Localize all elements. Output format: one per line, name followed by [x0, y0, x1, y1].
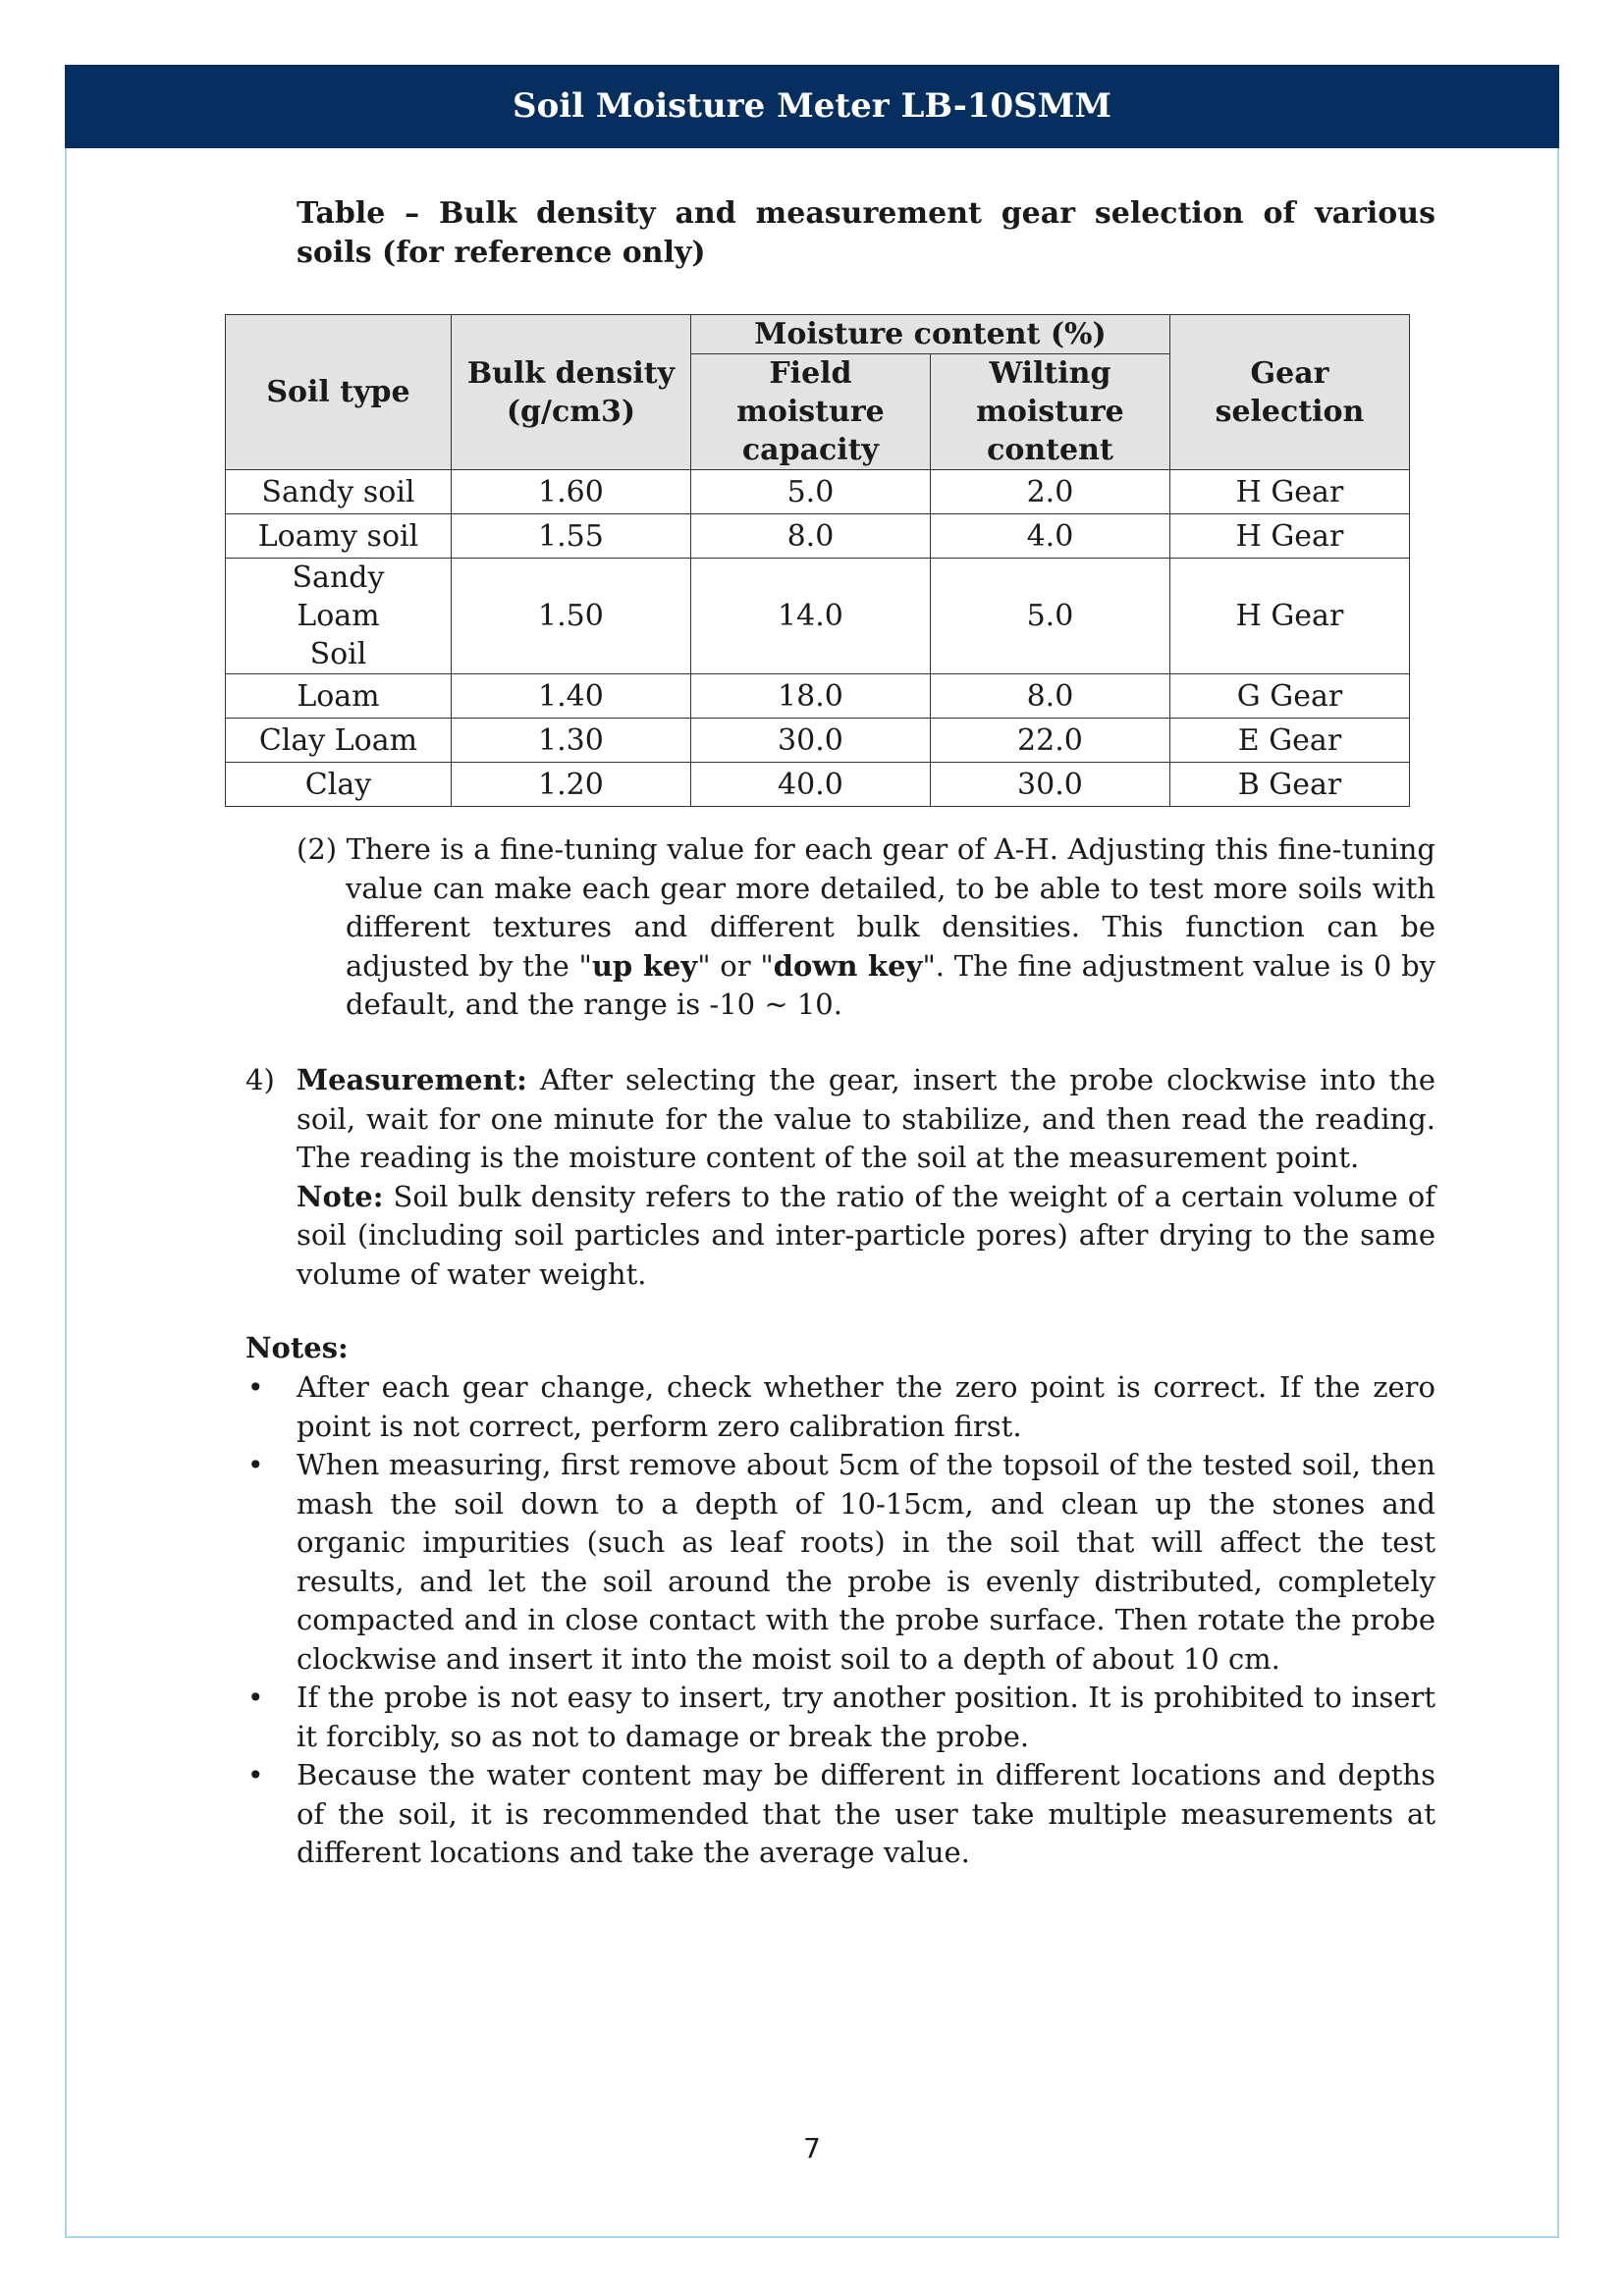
note-item-text: Because the water content may be different in different locations and depths of the soil, it is recommended that the user take multiple measurements at different locations and take the average value.: [297, 1758, 1435, 1869]
header-soil-type: Soil type: [226, 315, 452, 470]
note-label: Note:: [297, 1179, 384, 1213]
document-title: Soil Moisture Meter LB-10SMM: [513, 86, 1111, 126]
measurement-body: [297, 1061, 1435, 1294]
cell-gear: B Gear: [1169, 763, 1409, 807]
cell-wilting: 5.0: [930, 559, 1169, 674]
cell-wilting: 8.0: [930, 674, 1169, 719]
cell-soil: [226, 559, 452, 674]
cell-soil: Sandy soil: [226, 470, 452, 514]
bullet-icon: •: [247, 1759, 264, 1791]
cell-field: 40.0: [690, 763, 930, 807]
fine-tuning-text-b: " or ": [697, 948, 774, 983]
cell-wilting: 2.0: [930, 470, 1169, 514]
note-item-text: After each gear change, check whether the zero point is correct. If the zero point is not correct, perform zero calibration first.: [297, 1370, 1435, 1443]
measurement-title: Measurement:: [297, 1063, 527, 1096]
fine-tuning-paragraph: [297, 830, 1435, 1025]
cell-soil: Loam: [226, 674, 452, 719]
measurement-section: [245, 1061, 1435, 1294]
cell-density: 1.60: [451, 470, 690, 514]
header-field-capacity: Field moisture capacity: [690, 354, 930, 470]
table-row: [226, 559, 1410, 674]
table-row: [226, 470, 1410, 514]
header-moisture-content: Moisture content (%): [690, 315, 1169, 354]
header-wilting-content: Wilting moisture content: [930, 354, 1169, 470]
bullet-icon: •: [247, 1449, 264, 1481]
cell-wilting: 30.0: [930, 763, 1169, 807]
list-item: [245, 1679, 1435, 1756]
header-bulk-density: Bulk density (g/cm3): [451, 315, 690, 470]
table-row: [226, 763, 1410, 807]
note-item-text: If the probe is not easy to insert, try another position. It is prohibited to insert it forcibly, so as not to damage or break the probe.: [297, 1681, 1435, 1753]
cell-field: 14.0: [690, 559, 930, 674]
note-item-text: When measuring, first remove about 5cm of the topsoil of the tested soil, then mash the soil down to a depth of 10-15cm, and clean up the stones and organic impurities (such as leaf roots) in the soil that will affect the test results, and let the soil around the probe is evenly distributed, completely compacted and in close contact with the probe surface. Then rotate the probe clockwise and insert it into the moist soil to a depth of about 10 cm.: [297, 1448, 1435, 1676]
item-number: 4): [245, 1063, 275, 1096]
cell-density: 1.40: [451, 674, 690, 719]
cell-density: 1.30: [451, 719, 690, 763]
page-number: 7: [803, 2132, 821, 2164]
table-row: [226, 674, 1410, 719]
measurement-text: After selecting the gear, insert the probe clockwise into the soil, wait for one minute for the value to stabilize, and then read the reading. The reading is the moisture content of the soil at the measurement point.: [297, 1063, 1436, 1174]
cell-field: 18.0: [690, 674, 930, 719]
bullet-icon: •: [247, 1682, 264, 1714]
cell-soil-text: Sandy Loam Soil: [292, 561, 385, 671]
item-number: (2): [297, 832, 338, 866]
table-row: [226, 514, 1410, 559]
cell-gear: H Gear: [1169, 559, 1409, 674]
cell-density: 1.55: [451, 514, 690, 559]
note-text: Soil bulk density refers to the ratio of the weight of a certain volume of soil (including soil particles and inter-particle pores) after drying to the same volume of water weight.: [297, 1179, 1435, 1291]
cell-field: 8.0: [690, 514, 930, 559]
cell-gear: E Gear: [1169, 719, 1409, 763]
cell-wilting: 4.0: [930, 514, 1169, 559]
soil-gear-table: [225, 314, 1410, 807]
fine-tuning-text: [297, 830, 1436, 1025]
cell-gear: G Gear: [1169, 674, 1409, 719]
table-caption: Table – Bulk density and measurement gear selection of various soils (for reference only): [297, 196, 1435, 270]
fine-tuning-text-a: There is a fine-tuning value for each gear of A-H. Adjusting this fine-tuning value can make each gear more detailed, to be able to test more soils with different textures and different bulk densities. This function can be adjusted by the ": [346, 832, 1435, 983]
list-item: [245, 1446, 1435, 1679]
cell-gear: H Gear: [1169, 470, 1409, 514]
down-key-label: down key: [773, 948, 923, 983]
cell-wilting: 22.0: [930, 719, 1169, 763]
cell-density: 1.50: [451, 559, 690, 674]
header-gear-selection: Gear selection: [1169, 315, 1409, 470]
cell-field: 5.0: [690, 470, 930, 514]
table-row: [226, 719, 1410, 763]
up-key-label: up key: [591, 948, 698, 983]
fine-tuning-text-c: ". The fine adjustment value is 0 by default, and the range is -10 ~ 10.: [346, 948, 1436, 1021]
cell-soil: Loamy soil: [226, 514, 452, 559]
list-item: [245, 1368, 1435, 1446]
notes-heading: Notes:: [245, 1331, 349, 1364]
notes-list: [245, 1368, 1435, 1873]
cell-soil: Clay Loam: [226, 719, 452, 763]
cell-gear: H Gear: [1169, 514, 1409, 559]
bullet-icon: •: [247, 1371, 264, 1404]
list-item: [245, 1756, 1435, 1873]
cell-field: 30.0: [690, 719, 930, 763]
page-header: [65, 65, 1559, 148]
cell-density: 1.20: [451, 763, 690, 807]
cell-soil: Clay: [226, 763, 452, 807]
